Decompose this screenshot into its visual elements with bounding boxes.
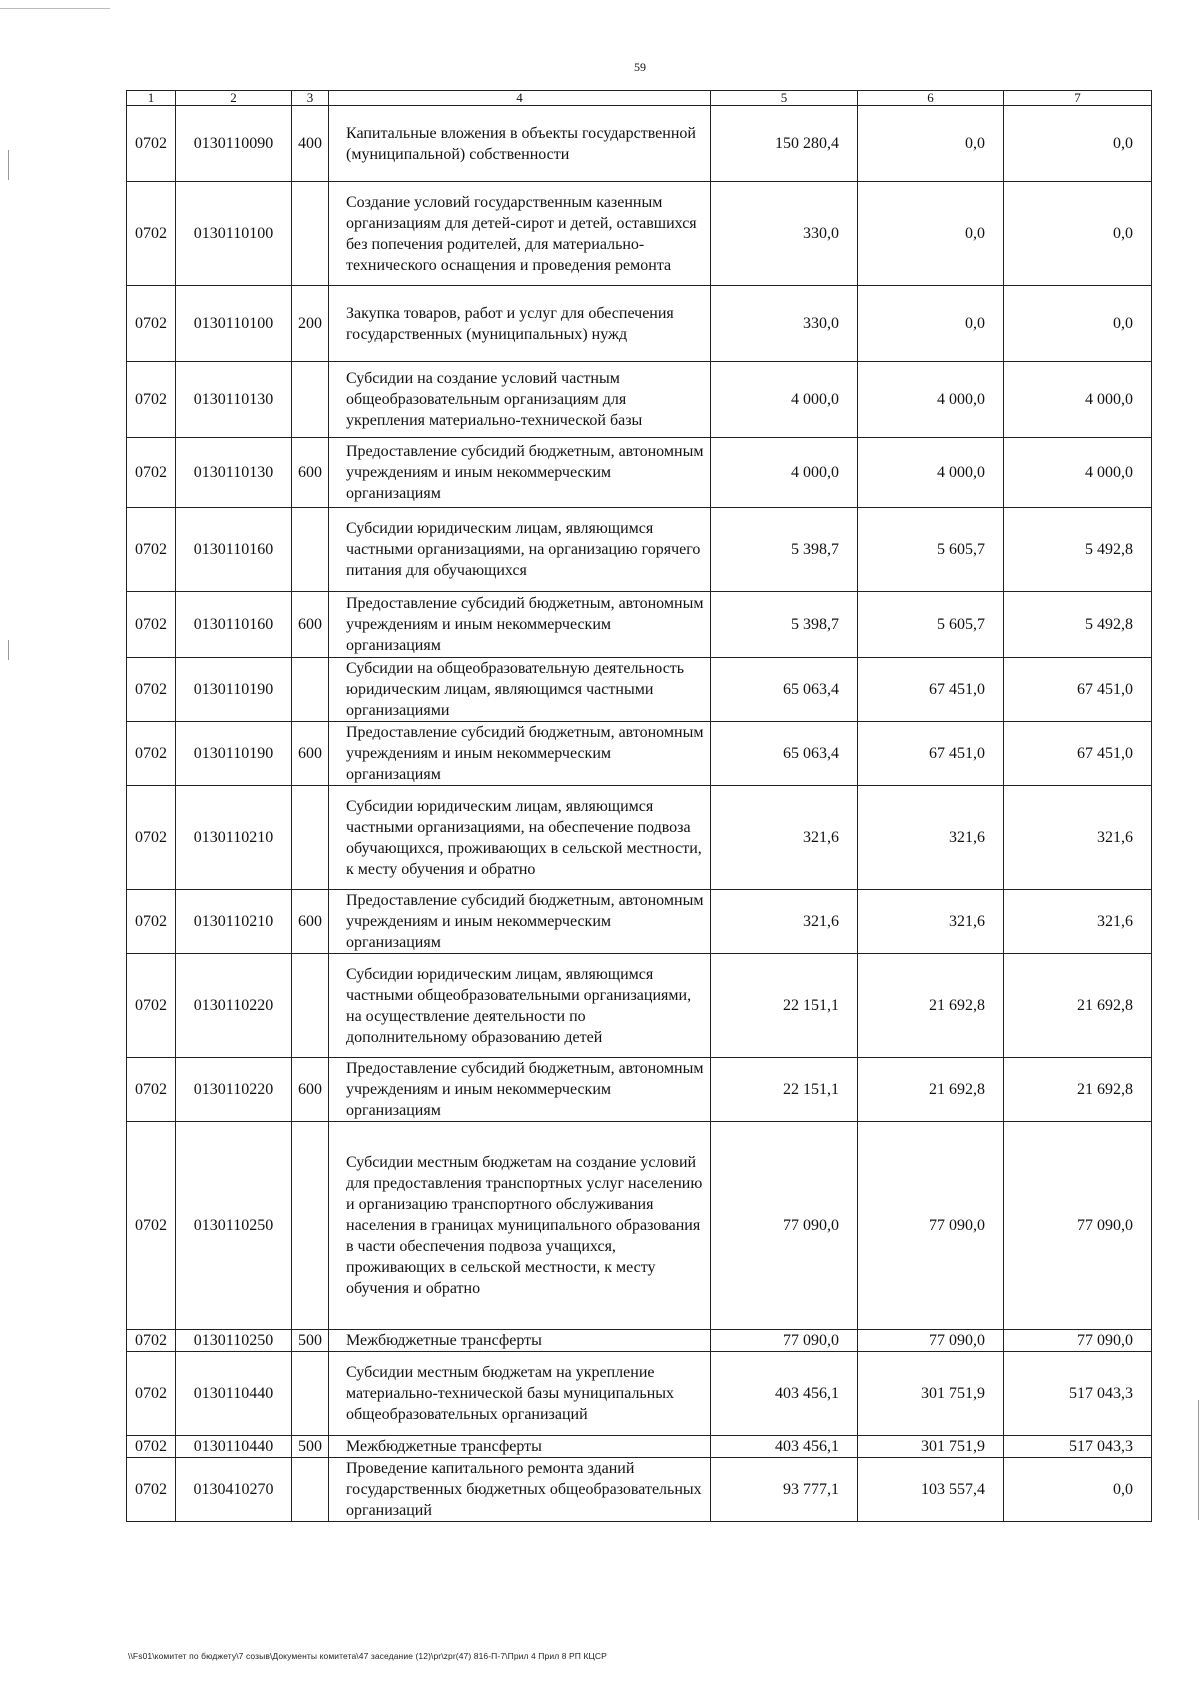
amount-col5: 330,0 xyxy=(711,182,858,286)
amount-col6: 0,0 xyxy=(858,182,1004,286)
amount-col6: 5 605,7 xyxy=(858,508,1004,592)
target-code: 0130110160 xyxy=(176,508,292,592)
table-row xyxy=(127,722,1152,786)
table-body xyxy=(127,91,1152,1522)
table-row xyxy=(127,438,1152,508)
section-code: 0702 xyxy=(127,362,176,438)
target-code: 0130110210 xyxy=(176,890,292,954)
expense-type-code xyxy=(292,1122,329,1330)
table-row xyxy=(127,786,1152,890)
amount-col7: 77 090,0 xyxy=(1004,1330,1152,1352)
amount-col6: 301 751,9 xyxy=(858,1352,1004,1436)
section-code: 0702 xyxy=(127,592,176,658)
item-description: Предоставление субсидий бюджетным, автономным учреждениям и иным некоммерческим организациям xyxy=(329,592,711,658)
expense-type-code: 600 xyxy=(292,438,329,508)
expense-type-code: 600 xyxy=(292,890,329,954)
item-description: Субсидии на общеобразовательную деятельность юридическим лицам, являющимся частными организациями xyxy=(329,658,711,722)
target-code: 0130110210 xyxy=(176,786,292,890)
expense-type-code xyxy=(292,362,329,438)
column-header: 1 xyxy=(127,91,176,106)
amount-col5: 22 151,1 xyxy=(711,954,858,1058)
target-code: 0130110220 xyxy=(176,1058,292,1122)
section-code: 0702 xyxy=(127,508,176,592)
amount-col7: 321,6 xyxy=(1004,890,1152,954)
table-header-row xyxy=(127,91,1152,106)
section-code: 0702 xyxy=(127,1352,176,1436)
item-description: Предоставление субсидий бюджетным, автономным учреждениям и иным некоммерческим организациям xyxy=(329,1058,711,1122)
target-code: 0130110160 xyxy=(176,592,292,658)
amount-col6: 4 000,0 xyxy=(858,438,1004,508)
amount-col6: 321,6 xyxy=(858,890,1004,954)
amount-col5: 22 151,1 xyxy=(711,1058,858,1122)
amount-col7: 77 090,0 xyxy=(1004,1122,1152,1330)
section-code: 0702 xyxy=(127,658,176,722)
expense-type-code xyxy=(292,1458,329,1522)
item-description: Предоставление субсидий бюджетным, автономным учреждениям и иным некоммерческим организациям xyxy=(329,890,711,954)
table-row xyxy=(127,890,1152,954)
target-code: 0130110190 xyxy=(176,722,292,786)
amount-col7: 0,0 xyxy=(1004,106,1152,182)
item-description: Субсидии на создание условий частным общеобразовательным организациям для укрепления материально-технической базы xyxy=(329,362,711,438)
amount-col6: 0,0 xyxy=(858,106,1004,182)
budget-table xyxy=(126,90,1152,1522)
expense-type-code: 200 xyxy=(292,286,329,362)
section-code: 0702 xyxy=(127,1458,176,1522)
amount-col7: 0,0 xyxy=(1004,182,1152,286)
section-code: 0702 xyxy=(127,1122,176,1330)
table-row xyxy=(127,954,1152,1058)
amount-col6: 4 000,0 xyxy=(858,362,1004,438)
item-description: Межбюджетные трансферты xyxy=(329,1330,711,1352)
scan-margin-mark xyxy=(8,640,9,660)
item-description: Проведение капитального ремонта зданий государственных бюджетных общеобразовательных организаций xyxy=(329,1458,711,1522)
amount-col6: 21 692,8 xyxy=(858,1058,1004,1122)
section-code: 0702 xyxy=(127,954,176,1058)
amount-col5: 65 063,4 xyxy=(711,658,858,722)
amount-col6: 77 090,0 xyxy=(858,1330,1004,1352)
table-row xyxy=(127,106,1152,182)
target-code: 0130110130 xyxy=(176,438,292,508)
item-description: Субсидии местным бюджетам на создание условий для предоставления транспортных услуг населению и организацию транспортного обслуживания населения в границах муниципального образования в части обеспечения подвоза учащихся, проживающих в сельской местности, к месту обучения и обратно xyxy=(329,1122,711,1330)
section-code: 0702 xyxy=(127,722,176,786)
amount-col7: 517 043,3 xyxy=(1004,1436,1152,1458)
amount-col5: 5 398,7 xyxy=(711,592,858,658)
table-row xyxy=(127,1330,1152,1352)
table-row xyxy=(127,658,1152,722)
amount-col5: 77 090,0 xyxy=(711,1330,858,1352)
amount-col7: 517 043,3 xyxy=(1004,1352,1152,1436)
amount-col7: 0,0 xyxy=(1004,1458,1152,1522)
amount-col5: 330,0 xyxy=(711,286,858,362)
amount-col7: 21 692,8 xyxy=(1004,1058,1152,1122)
amount-col7: 4 000,0 xyxy=(1004,438,1152,508)
column-header: 5 xyxy=(711,91,858,106)
amount-col5: 321,6 xyxy=(711,890,858,954)
item-description: Предоставление субсидий бюджетным, автономным учреждениям и иным некоммерческим организациям xyxy=(329,722,711,786)
section-code: 0702 xyxy=(127,890,176,954)
amount-col7: 0,0 xyxy=(1004,286,1152,362)
column-header: 3 xyxy=(292,91,329,106)
expense-type-code: 600 xyxy=(292,722,329,786)
amount-col6: 67 451,0 xyxy=(858,658,1004,722)
section-code: 0702 xyxy=(127,438,176,508)
target-code: 0130110250 xyxy=(176,1330,292,1352)
section-code: 0702 xyxy=(127,786,176,890)
item-description: Субсидии юридическим лицам, являющимся частными общеобразовательными организациями, на осуществление деятельности по дополнительному образованию детей xyxy=(329,954,711,1058)
expense-type-code: 600 xyxy=(292,592,329,658)
expense-type-code xyxy=(292,786,329,890)
column-header: 7 xyxy=(1004,91,1152,106)
expense-type-code xyxy=(292,1352,329,1436)
amount-col7: 321,6 xyxy=(1004,786,1152,890)
item-description: Субсидии юридическим лицам, являющимся частными организациями, на обеспечение подвоза обучающихся, проживающих в сельской местности, к месту обучения и обратно xyxy=(329,786,711,890)
scan-margin-mark xyxy=(1198,1400,1199,1520)
amount-col7: 67 451,0 xyxy=(1004,658,1152,722)
amount-col6: 301 751,9 xyxy=(858,1436,1004,1458)
amount-col5: 4 000,0 xyxy=(711,362,858,438)
table-row xyxy=(127,182,1152,286)
target-code: 0130110090 xyxy=(176,106,292,182)
expense-type-code: 600 xyxy=(292,1058,329,1122)
column-header: 6 xyxy=(858,91,1004,106)
amount-col5: 321,6 xyxy=(711,786,858,890)
amount-col5: 403 456,1 xyxy=(711,1436,858,1458)
target-code: 0130110190 xyxy=(176,658,292,722)
table-row xyxy=(127,1058,1152,1122)
item-description: Субсидии местным бюджетам на укрепление материально-технической базы муниципальных общеобразовательных организаций xyxy=(329,1352,711,1436)
table-row xyxy=(127,508,1152,592)
expense-type-code xyxy=(292,182,329,286)
expense-type-code: 400 xyxy=(292,106,329,182)
section-code: 0702 xyxy=(127,286,176,362)
page-number: 59 xyxy=(634,60,646,74)
expense-type-code: 500 xyxy=(292,1436,329,1458)
target-code: 0130110250 xyxy=(176,1122,292,1330)
table-row xyxy=(127,592,1152,658)
amount-col6: 77 090,0 xyxy=(858,1122,1004,1330)
table-row xyxy=(127,286,1152,362)
amount-col6: 103 557,4 xyxy=(858,1458,1004,1522)
table-row xyxy=(127,1436,1152,1458)
amount-col7: 5 492,8 xyxy=(1004,508,1152,592)
item-description: Субсидии юридическим лицам, являющимся частными организациями, на организацию горячего питания для обучающихся xyxy=(329,508,711,592)
column-header: 4 xyxy=(329,91,711,106)
target-code: 0130110440 xyxy=(176,1436,292,1458)
column-header: 2 xyxy=(176,91,292,106)
target-code: 0130410270 xyxy=(176,1458,292,1522)
amount-col5: 5 398,7 xyxy=(711,508,858,592)
expense-type-code xyxy=(292,658,329,722)
expense-type-code xyxy=(292,508,329,592)
amount-col7: 21 692,8 xyxy=(1004,954,1152,1058)
item-description: Межбюджетные трансферты xyxy=(329,1436,711,1458)
amount-col6: 321,6 xyxy=(858,786,1004,890)
item-description: Капитальные вложения в объекты государственной (муниципальной) собственности xyxy=(329,106,711,182)
amount-col5: 403 456,1 xyxy=(711,1352,858,1436)
target-code: 0130110100 xyxy=(176,286,292,362)
section-code: 0702 xyxy=(127,106,176,182)
amount-col5: 77 090,0 xyxy=(711,1122,858,1330)
section-code: 0702 xyxy=(127,1330,176,1352)
table-row xyxy=(127,1122,1152,1330)
amount-col7: 5 492,8 xyxy=(1004,592,1152,658)
item-description: Закупка товаров, работ и услуг для обеспечения государственных (муниципальных) нужд xyxy=(329,286,711,362)
target-code: 0130110220 xyxy=(176,954,292,1058)
amount-col5: 93 777,1 xyxy=(711,1458,858,1522)
amount-col5: 65 063,4 xyxy=(711,722,858,786)
amount-col7: 67 451,0 xyxy=(1004,722,1152,786)
amount-col6: 21 692,8 xyxy=(858,954,1004,1058)
section-code: 0702 xyxy=(127,1058,176,1122)
item-description: Создание условий государственным казенным организациям для детей-сирот и детей, оставшихся без попечения родителей, для материально-технического оснащения и проведения ремонта xyxy=(329,182,711,286)
file-path-footer: \\Fs01\комитет по бюджету\7 созыв\Документы комитета\47 заседание (12)\pr\zpr(47) 816-П-7\Прил 4 Прил 8 РП КЦСР xyxy=(128,1651,607,1661)
amount-col6: 0,0 xyxy=(858,286,1004,362)
section-code: 0702 xyxy=(127,182,176,286)
target-code: 0130110100 xyxy=(176,182,292,286)
target-code: 0130110130 xyxy=(176,362,292,438)
expense-type-code: 500 xyxy=(292,1330,329,1352)
item-description: Предоставление субсидий бюджетным, автономным учреждениям и иным некоммерческим организациям xyxy=(329,438,711,508)
table-row xyxy=(127,1458,1152,1522)
scan-margin-mark xyxy=(8,150,9,180)
section-code: 0702 xyxy=(127,1436,176,1458)
amount-col5: 150 280,4 xyxy=(711,106,858,182)
amount-col7: 4 000,0 xyxy=(1004,362,1152,438)
target-code: 0130110440 xyxy=(176,1352,292,1436)
table-row xyxy=(127,362,1152,438)
amount-col6: 67 451,0 xyxy=(858,722,1004,786)
amount-col6: 5 605,7 xyxy=(858,592,1004,658)
scan-edge-line xyxy=(0,8,110,9)
expense-type-code xyxy=(292,954,329,1058)
table-row xyxy=(127,1352,1152,1436)
amount-col5: 4 000,0 xyxy=(711,438,858,508)
